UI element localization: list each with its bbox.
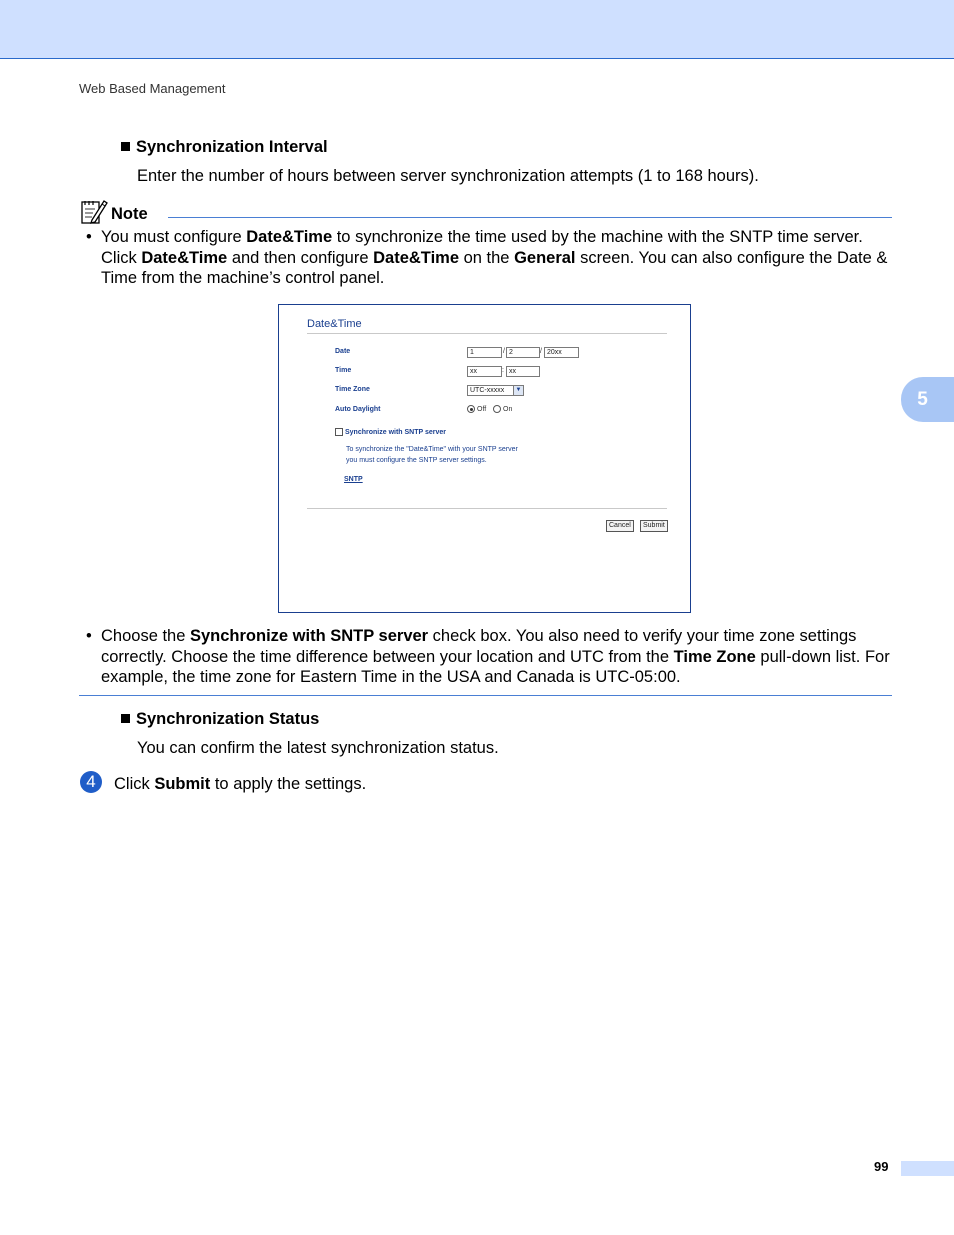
note-bullet-1: You must configure Date&Time to synchronize the time used by the machine with the SNTP time server. Click Date&Time and then configure Date&Time on the General screen. You can also configure the Date & Time from the machine’s control panel. [101,228,888,287]
step-number-badge: 4 [80,771,102,793]
date-separator: / [503,348,505,355]
radio-selected-icon [467,405,475,413]
note-divider [168,217,892,218]
page-footer-bar [901,1161,954,1176]
section-heading-text: Synchronization Status [136,710,320,728]
sync-info-line-2: you must configure the SNTP server settings. [346,457,487,464]
bullet-dot: • [86,228,92,246]
running-head: Web Based Management [79,81,226,96]
section-heading [121,710,319,729]
step-text: Click Submit to apply the settings. [114,775,367,793]
panel-title-divider [307,333,667,334]
pencil-notepad-icon [80,198,108,230]
date-time-screenshot [278,304,691,613]
date-separator: / [540,348,542,355]
chapter-tab: 5 [901,377,954,422]
bullet-dot: • [86,627,92,645]
radio-empty-icon [493,405,501,413]
time-separator: : [502,367,504,374]
time-label: Time [335,367,352,374]
auto-daylight-label: Auto Daylight [335,406,381,413]
section-heading-text: Synchronization Interval [136,138,328,156]
panel-title: Date&Time [307,318,362,330]
section-body: Enter the number of hours between server synchronization attempts (1 to 168 hours). [137,167,759,185]
daylight-off-radio[interactable]: Off [467,405,486,413]
note-title: Note [111,204,148,223]
time-hour-input[interactable]: xx [467,366,502,377]
sync-info-line-1: To synchronize the "Date&Time" with your SNTP server [346,446,518,453]
date-month-input[interactable]: 1 [467,347,502,358]
timezone-value: UTC-xxxxx [470,387,505,394]
section-heading [121,138,328,157]
daylight-on-radio[interactable]: On [493,405,512,413]
submit-button[interactable]: Submit [640,520,668,532]
date-year-input[interactable]: 20xx [544,347,579,358]
chevron-down-icon[interactable]: ▼ [513,386,523,395]
date-day-input[interactable]: 2 [506,347,540,358]
date-label: Date [335,348,351,355]
cancel-button[interactable]: Cancel [606,520,634,532]
panel-bottom-divider [307,508,667,509]
square-bullet-icon [121,714,130,723]
checkbox-icon[interactable] [335,428,343,436]
page-number: 99 [874,1159,889,1174]
sync-sntp-checkbox[interactable]: Synchronize with SNTP server [335,428,446,436]
time-minute-input[interactable]: xx [506,366,540,377]
note-end-divider [79,695,892,696]
note-bullet-2: Choose the Synchronize with SNTP server check box. You also need to verify your time zone settings correctly. Choose the time difference between your location and UTC from the Time Zone pull-down list. For example, the time zone for Eastern Time in the USA and Canada is UTC-05:00. [101,627,890,686]
square-bullet-icon [121,142,130,151]
sntp-link[interactable]: SNTP [344,476,363,483]
note-header [80,198,148,230]
section-body: You can confirm the latest synchronization status. [137,739,499,757]
timezone-label: Time Zone [335,386,370,393]
timezone-select[interactable] [467,385,524,396]
header-band [0,0,954,59]
